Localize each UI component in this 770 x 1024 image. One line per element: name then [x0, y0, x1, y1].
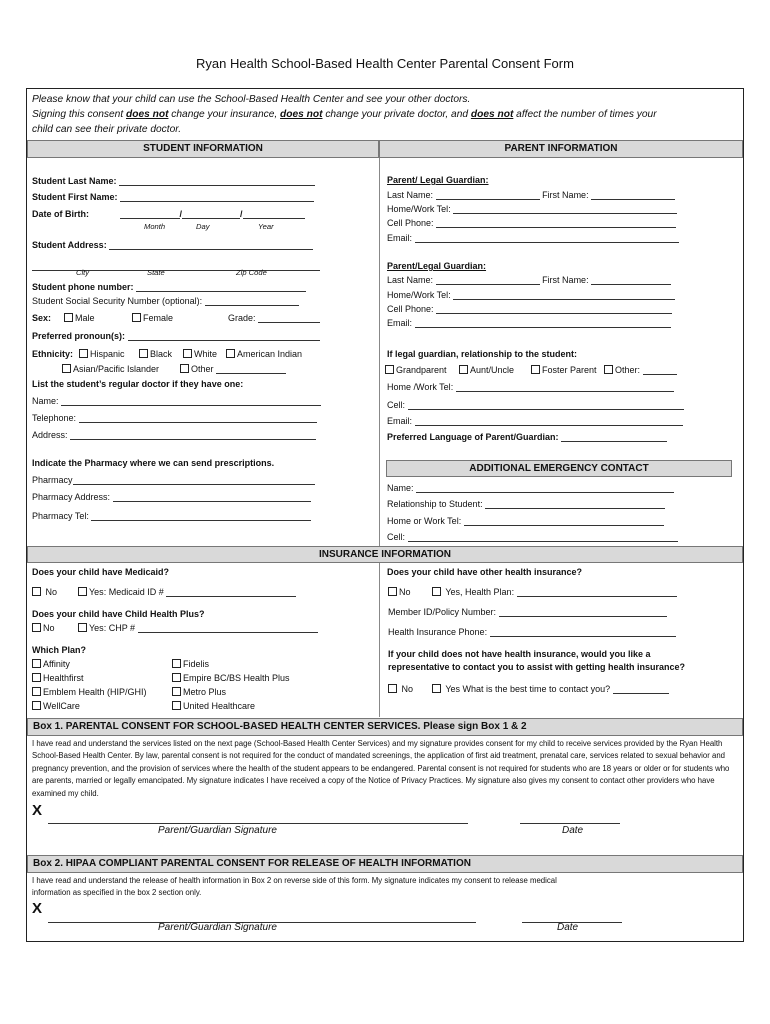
plan-healthfirst-checkbox[interactable]: Healthfirst — [32, 673, 84, 683]
pharmacy-tel-field[interactable]: Pharmacy Tel: — [32, 511, 311, 521]
plan-united-checkbox[interactable]: United Healthcare — [172, 701, 255, 711]
intro-line-2: Signing this consent does not change your insurance, does not change your private doctor, and does not affect the number of times your — [32, 109, 657, 120]
relationship-other-checkbox[interactable]: Other: — [604, 365, 677, 375]
relationship-cell-field[interactable]: Cell: — [387, 400, 684, 410]
emergency-home-work-tel-field[interactable]: Home or Work Tel: — [387, 516, 664, 526]
assist-yes-checkbox[interactable]: Yes What is the best time to contact you? — [432, 684, 669, 694]
medicaid-no-checkbox[interactable]: No — [32, 587, 57, 597]
dob-year-caption: Year — [258, 222, 274, 231]
relationship-grandparent-checkbox[interactable]: Grandparent — [385, 365, 447, 375]
checkbox-icon — [183, 349, 192, 358]
student-first-name-field[interactable]: Student First Name: — [32, 192, 314, 202]
insurance-phone-field[interactable]: Health Insurance Phone: — [388, 627, 676, 637]
checkbox-icon — [388, 684, 397, 693]
ethnicity-black-checkbox[interactable]: Black — [139, 349, 172, 359]
checkbox-icon — [172, 659, 181, 668]
box1-x-mark: X — [32, 802, 43, 819]
checkbox-icon — [139, 349, 148, 358]
intro-line-3: child can see their private doctor. — [32, 124, 182, 135]
checkbox-icon — [180, 364, 189, 373]
box1-header: Box 1. PARENTAL CONSENT FOR SCHOOL-BASED HEALTH CENTER SERVICES. Please sign Box 1 & 2 — [27, 718, 743, 736]
checkbox-icon — [79, 349, 88, 358]
emergency-relationship-field[interactable]: Relationship to Student: — [387, 499, 665, 509]
dob-month-caption: Month — [144, 222, 166, 231]
emergency-cell-field[interactable]: Cell: — [387, 532, 678, 542]
guardian-2-home-work-tel-field[interactable]: Home/Work Tel: — [387, 290, 675, 300]
box2-x-mark: X — [32, 900, 43, 917]
plan-affinity-checkbox[interactable]: Affinity — [32, 659, 70, 669]
checkbox-icon — [172, 701, 181, 710]
guardian-2-cell-phone-field[interactable]: Cell Phone: — [387, 304, 672, 314]
box2-header: Box 2. HIPAA COMPLIANT PARENTAL CONSENT FOR RELEASE OF HEALTH INFORMATION — [27, 855, 743, 873]
checkbox-icon — [385, 365, 394, 374]
checkbox-icon — [432, 684, 441, 693]
checkbox-icon — [388, 587, 397, 596]
box1-signature-line[interactable] — [48, 806, 468, 824]
box1-consent-text: I have read and understand the services listed on the next page (School-Based Health Center Services) and my signature provides consent for my child to receive services provided by the Ryan Health School-Based Health Center. By law, parental consent is not required for the conduct of mandated screenings, the application of first aid treatment, prenatal care, services related to sexual behavior and pregnancy prevention, and the provision of services where the health of the student appears to be endangered. Parental consent is not required for students who are 18 years or older or for students who are parents, married or legally emancipated. My signature indicates I have received a copy of the Notice of Privacy Practices. My signature also gives my consent to contact other providers who have examined my child. — [32, 739, 730, 798]
regular-doctor-heading: List the student’s regular doctor if they have one: — [32, 379, 244, 389]
chp-question: Does your child have Child Health Plus? — [32, 609, 205, 619]
insurance-column-divider — [379, 563, 380, 717]
plan-wellcare-checkbox[interactable]: WellCare — [32, 701, 80, 711]
student-ssn-field[interactable]: Student Social Security Number (optional): — [32, 296, 299, 306]
emergency-contact-header: ADDITIONAL EMERGENCY CONTACT — [386, 460, 732, 477]
checkbox-icon — [432, 587, 441, 596]
intro-line-1: Please know that your child can use the School-Based Health Center and see your other doctors. — [32, 94, 471, 105]
preferred-language-field[interactable]: Preferred Language of Parent/Guardian: — [387, 432, 667, 442]
doctor-name-field[interactable]: Name: — [32, 396, 321, 406]
city-caption: City — [76, 268, 90, 277]
medicaid-question: Does your child have Medicaid? — [32, 567, 170, 577]
chp-no-checkbox[interactable]: No — [32, 623, 55, 633]
guardian-2-email-field[interactable]: Email: — [387, 318, 671, 328]
box2-date-line[interactable] — [522, 905, 622, 923]
checkbox-icon — [32, 659, 41, 668]
checkbox-icon — [604, 365, 613, 374]
sex-male-checkbox[interactable]: Male — [64, 313, 95, 323]
parent-info-header: PARENT INFORMATION — [379, 140, 743, 158]
checkbox-icon — [226, 349, 235, 358]
other-insurance-no-checkbox[interactable]: No — [388, 587, 411, 597]
relationship-heading: If legal guardian, relationship to the student: — [387, 349, 578, 359]
doctor-telephone-field[interactable]: Telephone: — [32, 413, 317, 423]
assist-question-line-1: If your child does not have health insurance, would you like a — [388, 649, 651, 659]
plan-metroplus-checkbox[interactable]: Metro Plus — [172, 687, 226, 697]
box2-signature-line[interactable] — [48, 905, 476, 923]
student-address-field[interactable]: Student Address: — [32, 240, 313, 250]
guardian-1-home-work-tel-field[interactable]: Home/Work Tel: — [387, 204, 677, 214]
checkbox-icon — [64, 313, 73, 322]
ethnicity-asian-checkbox[interactable]: Asian/Pacific Islander — [62, 364, 159, 374]
checkbox-icon — [78, 587, 87, 596]
ethnicity-white-checkbox[interactable]: White — [183, 349, 217, 359]
date-of-birth-field[interactable]: Date of Birth: / / — [32, 209, 305, 219]
checkbox-icon — [32, 701, 41, 710]
pharmacy-heading: Indicate the Pharmacy where we can send prescriptions. — [32, 458, 275, 468]
box1-signature-caption: Parent/Guardian Signature — [158, 825, 277, 836]
other-insurance-yes-checkbox[interactable]: Yes, Health Plan: — [432, 587, 677, 597]
checkbox-icon — [132, 313, 141, 322]
box2-signature-caption: Parent/Guardian Signature — [158, 922, 277, 933]
chp-yes-checkbox[interactable]: Yes: CHP # — [78, 623, 318, 633]
checkbox-icon — [459, 365, 468, 374]
guardian-1-cell-phone-field[interactable]: Cell Phone: — [387, 218, 676, 228]
guardian-2-last-name-field[interactable]: Last Name: First Name: — [387, 275, 671, 285]
sex-female-checkbox[interactable]: Female — [132, 313, 173, 323]
guardian-1-email-field[interactable]: Email: — [387, 233, 679, 243]
box1-date-caption: Date — [562, 825, 584, 836]
relationship-email-field[interactable]: Email: — [387, 416, 683, 426]
student-last-name-field[interactable]: Student Last Name: — [32, 176, 315, 186]
page-title: Ryan Health School-Based Health Center Parental Consent Form — [196, 56, 574, 71]
medicaid-yes-checkbox[interactable]: Yes: Medicaid ID # — [78, 587, 296, 597]
checkbox-icon — [32, 587, 41, 596]
sex-label: Sex: — [32, 313, 52, 323]
column-divider — [379, 158, 380, 546]
state-caption: State — [147, 268, 165, 277]
checkbox-icon — [32, 673, 41, 682]
checkbox-icon — [531, 365, 540, 374]
student-info-header: STUDENT INFORMATION — [27, 140, 379, 158]
box2-consent-text: I have read and understand the release of health information in Box 2 on reverse side of this form. My signature indicates my consent to release medical information as specified in the box 2 section only. — [32, 876, 557, 898]
ethnicity-hispanic-checkbox[interactable]: Hispanic — [79, 349, 125, 359]
box1-date-line[interactable] — [520, 806, 620, 824]
checkbox-icon — [172, 687, 181, 696]
plan-empire-checkbox[interactable]: Empire BC/BS Health Plus — [172, 673, 290, 683]
which-plan-label: Which Plan? — [32, 645, 86, 655]
plan-emblem-checkbox[interactable]: Emblem Health (HIP/GHI) — [32, 687, 147, 697]
checkbox-icon — [78, 623, 87, 632]
member-id-field[interactable]: Member ID/Policy Number: — [388, 607, 667, 617]
assist-no-checkbox[interactable]: No — [388, 684, 413, 694]
relationship-home-work-tel-field[interactable]: Home /Work Tel: — [387, 382, 674, 392]
dob-day-caption: Day — [196, 222, 210, 231]
ethnicity-american-indian-checkbox[interactable]: American Indian — [226, 349, 302, 359]
other-insurance-question: Does your child have other health insurance? — [387, 567, 583, 577]
checkbox-icon — [172, 673, 181, 682]
grade-field[interactable]: Grade: — [228, 313, 320, 323]
pharmacy-field[interactable]: Pharmacy — [32, 475, 315, 485]
ethnicity-other-checkbox[interactable]: Other — [180, 364, 286, 374]
insurance-info-header: INSURANCE INFORMATION — [27, 546, 743, 563]
doctor-address-field[interactable]: Address: — [32, 430, 316, 440]
checkbox-icon — [32, 687, 41, 696]
assist-question-line-2: representative to contact you to assist with getting health insurance? — [388, 662, 686, 672]
ethnicity-label: Ethnicity: — [32, 349, 74, 359]
guardian-2-heading: Parent/Legal Guardian: — [387, 261, 487, 271]
plan-fidelis-checkbox[interactable]: Fidelis — [172, 659, 209, 669]
pharmacy-address-field[interactable]: Pharmacy Address: — [32, 492, 311, 502]
checkbox-icon — [32, 623, 41, 632]
box2-date-caption: Date — [557, 922, 579, 933]
relationship-foster-checkbox[interactable]: Foster Parent — [531, 365, 597, 375]
zip-caption: Zip Code — [236, 268, 267, 277]
pronouns-field[interactable]: Preferred pronoun(s): — [32, 331, 320, 341]
relationship-aunt-uncle-checkbox[interactable]: Aunt/Uncle — [459, 365, 514, 375]
checkbox-icon — [62, 364, 71, 373]
student-phone-field[interactable]: Student phone number: — [32, 282, 306, 292]
emergency-name-field[interactable]: Name: — [387, 483, 674, 493]
guardian-1-last-name-field[interactable]: Last Name: First Name: — [387, 190, 675, 200]
guardian-1-heading: Parent/ Legal Guardian: — [387, 175, 489, 185]
